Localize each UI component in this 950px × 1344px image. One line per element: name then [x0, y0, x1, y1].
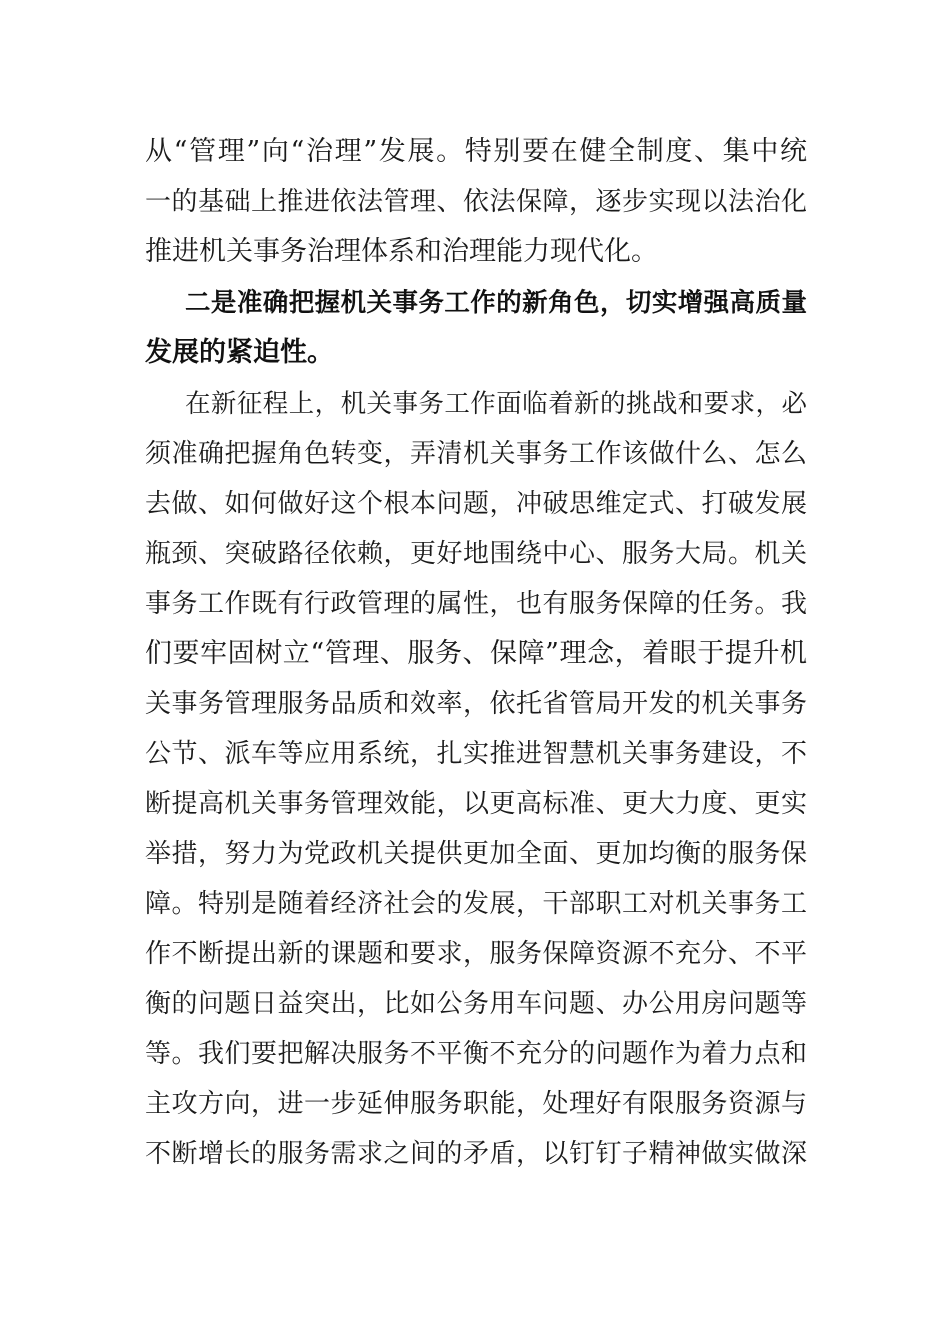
section-heading-line: 二是准确把握机关事务工作的新角色，切实增强高质量 [185, 288, 807, 318]
body-text-line: 不断增长的服务需求之间的矛盾，以钉钉子精神做实做深 [145, 1139, 807, 1169]
body-text-line: 事务工作既有行政管理的属性，也有服务保障的任务。我 [145, 589, 807, 619]
body-text-line: 在新征程上，机关事务工作面临着新的挑战和要求，必 [185, 389, 807, 419]
body-text-line: 主攻方向，进一步延伸服务职能，处理好有限服务资源与 [145, 1089, 807, 1119]
body-text-line: 推进机关事务治理体系和治理能力现代化。 [145, 236, 658, 267]
body-text-line: 等。我们要把解决服务不平衡不充分的问题作为着力点和 [145, 1039, 807, 1069]
section-heading-line: 发展的紧迫性。 [145, 337, 334, 368]
body-text-line: 举措，努力为党政机关提供更加全面、更加均衡的服务保 [145, 839, 807, 869]
body-text-line: 作不断提出新的课题和要求，服务保障资源不充分、不平 [145, 939, 807, 969]
body-text-line: 衡的问题日益突出，比如公务用车问题、办公用房问题等 [145, 989, 807, 1019]
body-text-line: 须准确把握角色转变，弄清机关事务工作该做什么、怎么 [145, 439, 807, 469]
body-text-line: 公节、派车等应用系统，扎实推进智慧机关事务建设，不 [145, 739, 807, 769]
body-text-line: 一的基础上推进依法管理、依法保障，逐步实现以法治化 [145, 187, 807, 217]
body-text-line: 去做、如何做好这个根本问题，冲破思维定式、打破发展 [145, 489, 807, 519]
body-text-line: 瓶颈、突破路径依赖，更好地围绕中心、服务大局。机关 [145, 539, 807, 569]
body-text-line: 断提高机关事务管理效能，以更高标准、更大力度、更实 [145, 789, 807, 819]
body-text-line: 从“管理”向“治理”发展。特别要在健全制度、集中统 [145, 136, 807, 167]
body-text-line: 障。特别是随着经济社会的发展，干部职工对机关事务工 [145, 889, 807, 919]
body-text-line: 们要牢固树立“管理、服务、保障”理念，着眼于提升机 [145, 638, 807, 669]
body-text-line: 关事务管理服务品质和效率，依托省管局开发的机关事务 [145, 689, 807, 719]
